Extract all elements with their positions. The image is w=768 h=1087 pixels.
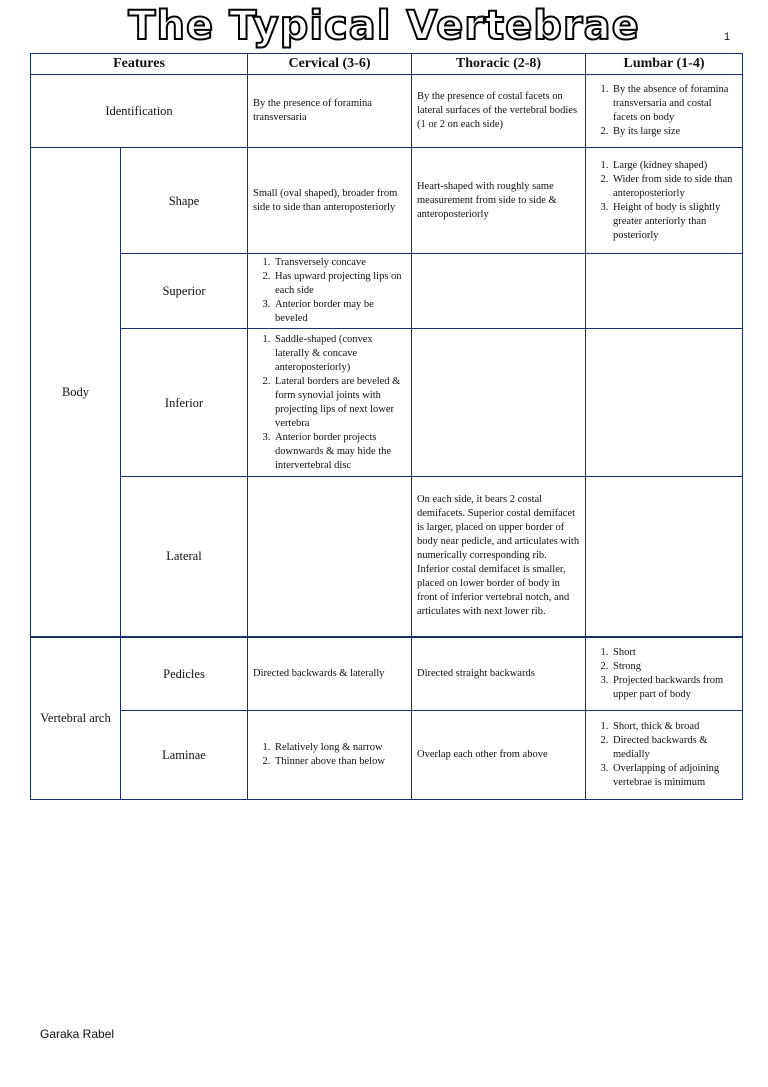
header-thoracic: Thoracic (2-8) <box>412 54 586 75</box>
pedicles-cervical: Directed backwards & laterally <box>248 637 412 711</box>
superior-cervical <box>248 254 412 329</box>
list-item: 1. Short <box>611 646 737 660</box>
header-lumbar: Lumbar (1-4) <box>586 54 743 75</box>
list-item: 3. Anterior border may be beveled <box>273 298 406 326</box>
list-item: 3. Projected backwards from upper part of body <box>611 674 737 702</box>
list-item: 1. By the absence of foramina transversaria and costal facets on body <box>611 83 737 125</box>
row-label-body: Body <box>31 148 121 637</box>
laminae-thoracic: Overlap each other from above <box>412 711 586 800</box>
row-label-pedicles: Pedicles <box>121 637 248 711</box>
row-label-identification: Identification <box>31 75 248 148</box>
list-item: 1. Relatively long & narrow <box>273 741 406 755</box>
page-title: The Typical Vertebrae <box>128 3 640 49</box>
lateral-lumbar <box>586 477 743 637</box>
inferior-cervical <box>248 329 412 477</box>
superior-thoracic <box>412 254 586 329</box>
vertebrae-table <box>30 53 743 800</box>
list-item: 2. Wider from side to side than anteroposteriorly <box>611 173 737 201</box>
row-label-lateral: Lateral <box>121 477 248 637</box>
laminae-cervical <box>248 711 412 800</box>
list-item: 1. Saddle-shaped (convex laterally & concave anteroposteriorly) <box>273 333 406 375</box>
row-label-shape: Shape <box>121 148 248 254</box>
row-label-vertebral-arch: Vertebral arch <box>31 637 121 800</box>
header-cervical: Cervical (3-6) <box>248 54 412 75</box>
list-item: 1. Short, thick & broad <box>611 720 737 734</box>
pedicles-thoracic: Directed straight backwards <box>412 637 586 711</box>
inferior-thoracic <box>412 329 586 477</box>
lateral-thoracic: On each side, it bears 2 costal demifacets. Superior costal demifacet is larger, placed on upper border of body near pedicle, and articulates with numerically corresponding rib. Inferior costal demifacet is smaller, placed on lower border of body in front of inferior vertebral notch, and articulates with next lower rib. <box>412 477 586 637</box>
shape-thoracic: Heart-shaped with roughly same measurement from side to side & anteroposteriorly <box>412 148 586 254</box>
shape-lumbar <box>586 148 743 254</box>
list-item: 3. Anterior border projects downwards & may hide the intervertebral disc <box>273 431 406 473</box>
list-item: 2. Thinner above than below <box>273 755 406 769</box>
pedicles-lumbar <box>586 637 743 711</box>
inferior-lumbar <box>586 329 743 477</box>
list-item: 2. By its large size <box>611 125 737 139</box>
footer-author: Garaka Rabel <box>40 1027 115 1041</box>
identification-cervical: By the presence of foramina transversaria <box>248 75 412 148</box>
list-item: 1. Large (kidney shaped) <box>611 159 737 173</box>
header-features: Features <box>31 54 248 75</box>
list-item: 2. Lateral borders are beveled & form synovial joints with projecting lips of next lower vertebra <box>273 375 406 431</box>
shape-cervical: Small (oval shaped), broader from side to side than anteroposteriorly <box>248 148 412 254</box>
list-item: 3. Height of body is slightly greater anteriorly than posteriorly <box>611 201 737 243</box>
list-item: 2. Has upward projecting lips on each side <box>273 270 406 298</box>
list-item: 2. Directed backwards & medially <box>611 734 737 762</box>
page-number: 1 <box>724 31 731 43</box>
identification-thoracic: By the presence of costal facets on lateral surfaces of the vertebral bodies (1 or 2 on each side) <box>412 75 586 148</box>
row-label-superior: Superior <box>121 254 248 329</box>
list-item: 2. Strong <box>611 660 737 674</box>
identification-lumbar <box>586 75 743 148</box>
row-label-inferior: Inferior <box>121 329 248 477</box>
lateral-cervical <box>248 477 412 637</box>
superior-lumbar <box>586 254 743 329</box>
row-label-laminae: Laminae <box>121 711 248 800</box>
list-item: 3. Overlapping of adjoining vertebrae is minimum <box>611 762 737 790</box>
list-item: 1. Transversely concave <box>273 256 406 270</box>
laminae-lumbar <box>586 711 743 800</box>
